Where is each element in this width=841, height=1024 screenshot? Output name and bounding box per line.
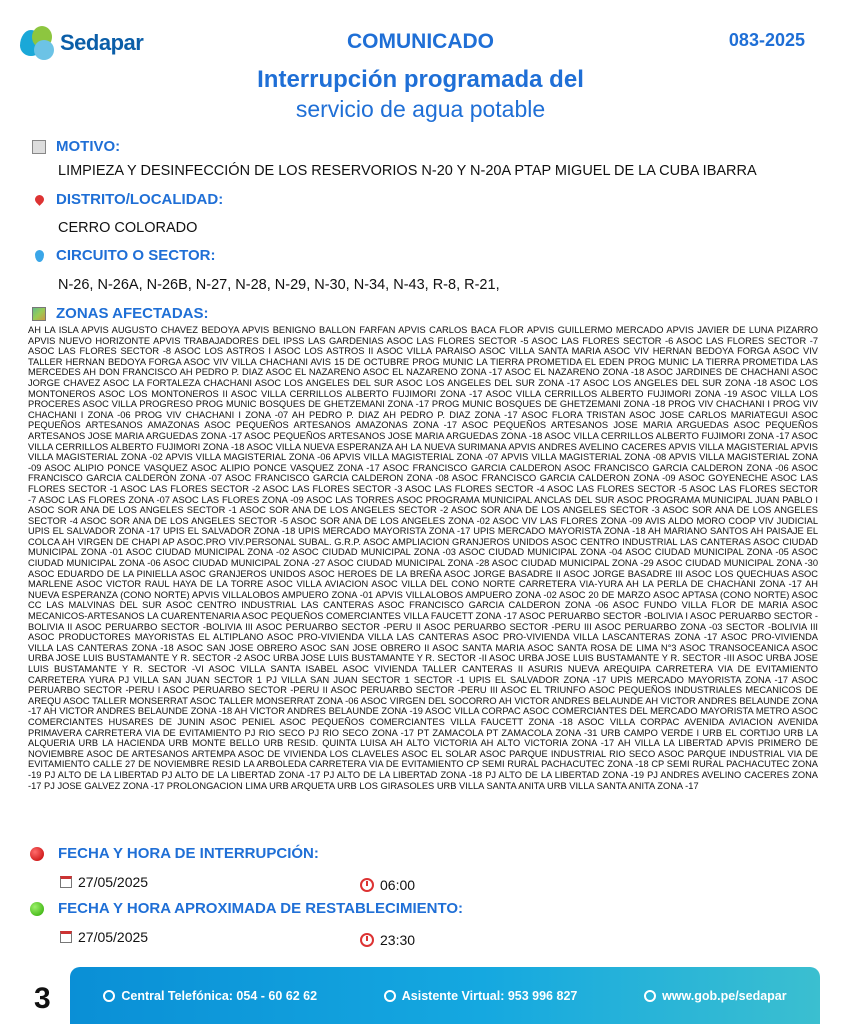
page-number: 3 [34, 982, 51, 1015]
calendar-icon [60, 876, 72, 888]
distrito-label-text: DISTRITO/LOCALIDAD: [56, 191, 224, 208]
restoration-date [60, 929, 148, 945]
page-title: COMUNICADO [347, 30, 494, 53]
green-dot-icon [30, 902, 44, 916]
calendar-icon [60, 931, 72, 943]
zonas-label [32, 305, 209, 322]
circuito-value: N-26, N-26A, N-26B, N-27, N-28, N-29, N-30, N-34, N-43, R-8, R-21, [58, 277, 500, 293]
interruption-time-text: 06:00 [380, 877, 416, 893]
interruption-date [60, 874, 148, 890]
restoration-date-text: 27/05/2025 [78, 929, 149, 945]
footer-phone-text: Central Telefónica: 054 - 60 62 62 [121, 988, 318, 1003]
circuito-label [32, 247, 215, 264]
footer-website[interactable] [644, 989, 787, 1003]
motivo-value: LIMPIEZA Y DESINFECCIÓN DE LOS RESERVORIOS N-20 Y N-20A PTAP MIGUEL DE LA CUBA IBARRA [58, 163, 757, 179]
footer-website-link[interactable]: www.gob.pe/sedapar [662, 988, 787, 1003]
restoration-time [360, 932, 415, 948]
motivo-label [32, 138, 120, 155]
communique-code: 083-2025 [728, 30, 805, 50]
document-icon [32, 140, 46, 154]
water-drop-icon [35, 250, 44, 262]
distrito-label [32, 191, 223, 208]
circuito-label-text: CIRCUITO O SECTOR: [56, 247, 216, 264]
map-icon [32, 307, 46, 321]
restoration-label [30, 900, 463, 917]
whatsapp-icon [384, 990, 396, 1002]
interruption-date-text: 27/05/2025 [78, 874, 149, 890]
footer-bar [70, 967, 820, 1024]
interruption-time [360, 877, 415, 893]
clock-icon [360, 878, 374, 892]
clock-icon [360, 933, 374, 947]
footer-assistant-text: Asistente Virtual: 953 996 827 [401, 988, 578, 1003]
interruption-label [30, 845, 319, 862]
subheadline: servicio de agua potable [295, 96, 546, 122]
location-pin-icon [33, 193, 46, 206]
red-dot-icon [30, 847, 44, 861]
logo-text: Sedapar [60, 30, 144, 55]
restoration-time-text: 23:30 [380, 932, 416, 948]
footer-assistant [384, 989, 578, 1003]
motivo-label-text: MOTIVO: [56, 138, 121, 155]
distrito-value: CERRO COLORADO [58, 220, 198, 236]
restoration-label-text: FECHA Y HORA APROXIMADA DE RESTABLECIMIENTO: [58, 900, 464, 917]
zonas-label-text: ZONAS AFECTADAS: [56, 305, 209, 322]
phone-icon [103, 990, 115, 1002]
headline: Interrupción programada del [257, 66, 584, 93]
interruption-label-text: FECHA Y HORA DE INTERRUPCIÓN: [58, 845, 319, 862]
globe-icon [644, 990, 656, 1002]
footer-phone [103, 989, 317, 1003]
affected-zones-list: AH LA ISLA APVIS AUGUSTO CHAVEZ BEDOYA APVIS BENIGNO BALLON FARFAN APVIS CARLOS BACA FLOR APVIS GUILLERMO MERCADO APVIS JAVIER DE LUNA PIZARRO APVIS NUEVO HORIZONTE APVIS TRABAJADORES DEL IPSS LAS GARDENIAS ASOC LAS FLORES SECTOR -5 ASOC LAS FLORES SECTOR -6 ASOC LAS FLORES SECTOR -7 ASOC LAS FLORES SECTOR -8 ASOC LOS ASTROS I ASOC LOS ASTROS II ASOC VILLA PARAISO ASOC VILLA SANTA MARIA ASOC VIV HERNAN BEDOYA FORGA ASOC VIV TALLER HERNAN BEDOYA FORGA ASOC VIV VILLA CHACHANI AVIS 15 DE OCTUBRE PROG MUNIC LA TIERRA PROMETIDA EL EDEN PROG MUNIC LA TIERRA PROMETIDA LAS MERCEDES AH DON FRANCISCO AH PEDRO P. DIAZ ASOC EL NAZARENO ASOC EL NAZARENO ZONA -17 ASOC EL NAZARENO ZONA -18 ASOC JARDINES DE CHACHANI ASOC JORGE CHAVEZ ASOC LA FORTALEZA CHACHANI ASOC LOS ANGELES DEL SUR ASOC LOS ANGELES DEL SUR ZONA -17 ASOC LOS ANGELES DEL SUR ZONA -18 ASOC LOS MONTONEROS ASOC LOS MONTONEROS II ASOC VILLA CERRILLOS ALBERTO FUJIMORI ZONA -17 ASOC VILLA CERRILLOS ALBERTO FUJIMORI ZONA -19 ASOC VILLA LOS PROCERES ASOC VILLA PROGRESO PROG MUNIC BOSQUES DE GHETZEMANI ZONA -17 PROG MUNIC BOSQUES DE GHETZEMANI ZONA -18 PROG VIV CHACHANI I PROG VIV CHACHANI I ZONA -06 PROG VIV CHACHANI I ZONA -07 AH PEDRO P. DIAZ AH PEDRO P. DIAZ ZONA -17 ASOC FLORA TRISTAN ASOC JOSE CARLOS MARIATEGUI ASOC PEQUEÑOS ARTESANOS AMAZONAS ASOC PEQUEÑOS ARTESANOS AMAZONAS ZONA -17 ASOC PEQUEÑOS ARTESANOS JOSE MARIA ARGUEDAS ASOC PEQUEÑOS ARTESANOS JOSE MARIA ARGUEDAS ZONA -17 ASOC PEQUEÑOS ARTESANOS JOSE MARIA ARGUEDAS ZONA -18 ASOC VILLA CERRILLOS ALBERTO FUJIMORI ZONA -17 ASOC VILLA CERRILLOS ALBERTO FUJIMORI ZONA -18 ASOC VILLA NUEVA ESPERANZA AH LA NUEVA SURIMANA APVIS ANDRES AVELINO CACERES APVIS VILLA MAGISTERIAL APVIS VILLA MAGISTERIAL ZONA -02 APVIS VILLA MAGISTERIAL ZONA -06 APVIS VILLA MAGISTERIAL ZONA -07 APVIS VILLA MAGISTERIAL ZONA -08 APVIS VILLA MAGISTERIAL ZONA -09 ASOC ALIPIO PONCE VASQUEZ ASOC ALIPIO PONCE VASQUEZ ZONA -17 ASOC FRANCISCO GARCIA CALDERON ASOC FRANCISCO GARCIA CALDERON ZONA -06 ASOC FRANCISCO GARCIA CALDERON ZONA -07 ASOC FRANCISCO GARCIA CALDERON ZONA -08 ASOC FRANCISCO GARCIA CALDERON ZONA -09 ASOC GOYENECHE ASOC LAS FLORES SECTOR -1 ASOC LAS FLORES SECTOR -2 ASOC LAS FLORES SECTOR -3 ASOC LAS FLORES SECTOR -4 ASOC LAS FLORES SECTOR -5 ASOC LAS FLORES SECTOR -7 ASOC LAS FLORES ZONA -07 ASOC LAS FLORES ZONA -09 ASOC LAS TORRES ASOC PROGRAMA MUNICIPAL ANCLAS DEL SUR ASOC PROGRAMA MUNICIPAL JUAN PABLO I ASOC SOR ANA DE LOS ANGELES SECTOR -1 ASOC SOR ANA DE LOS ANGELES SECTOR -2 ASOC SOR ANA DE LOS ANGELES SECTOR -3 ASOC SOR ANA DE LOS ANGELES SECTOR -4 ASOC SOR ANA DE LOS ANGELES SECTOR -5 ASOC SOR ANA DE LOS ANGELES ZONA -02 ASOC VIV LAS FLORES ZONA -09 AVIS ALDO MORO COOP VIV JUDICIAL UPIS EL SALVADOR ZONA -17 UPIS EL SALVADOR ZONA -18 UPIS MERCADO MAYORISTA ZONA -17 UPIS MERCADO MAYORISTA ZONA -18 AH MARIANO SANTOS AH PAISAJE EL COLCA AH VIRGEN DE CHAPI AP ASOC.PRO VIV.PERSONAL SUBAL. G.R.P. ASOC AMPLIACION GRANJEROS UNIDOS ASOC CENTRO INDUSTRIAL LAS CANTERAS ASOC CIUDAD MUNICIPAL ZONA -01 ASOC CIUDAD MUNICIPAL ZONA -02 ASOC CIUDAD MUNICIPAL ZONA -03 ASOC CIUDAD MUNICIPAL ZONA -04 ASOC CIUDAD MUNICIPAL ZONA -05 ASOC CIUDAD MUNICIPAL ZONA -06 ASOC CIUDAD MUNICIPAL ZONA -27 ASOC CIUDAD MUNICIPAL ZONA -28 ASOC CIUDAD MUNICIPAL ZONA -29 ASOC CIUDAD MUNICIPAL ZONA -30 ASOC EDUARDO DE LA PINIELLA ASOC GRANJEROS UNIDOS ASOC HEROES DE LA BREÑA ASOC JORGE BASADRE II ASOC JORGE BASADRE III ASOC LOS QUECHUAS ASOC MARLENE ASOC VICTOR RAUL HAYA DE LA TORRE ASOC VILLA AVIACION ASOC VILLA DEL CONO NORTE CARRETERA VIA-YURA AH LA PERLA DE CHACHANI ZONA -17 AH NUEVA ESPERANZA (CONO NORTE) APVIS VILLALOBOS AMPUERO ZONA -01 APVIS VILLALOBOS AMPUERO ZONA -02 ASOC 20 DE MARZO ASOC APTASA (CONO NORTE) ASOC CC LAS MALVINAS DEL SUR ASOC CENTRO INDUSTRIAL LAS CANTERAS ASOC FRANCISCO GARCIA CALDERON ZONA -06 ASOC FUNDO VILLA FLOR DE MARIA ASOC MECANICOS-ARTESANOS LA CUARENTENARIA ASOC PEQUEÑOS COMERCIANTES VILLA FAUCETT ZONA -17 ASOC PERUARBO SECTOR -BOLIVIA I ASOC PERUARBO SECTOR -BOLIVIA II ASOC PERUARBO SECTOR -BOLIVIA III ASOC PERUARBO SECTOR -PERU II ASOC PERUARBO SECTOR -PERU III ASOC PERUARBO ZONA -03 SECTOR -BOLIVIA III ASOC PRODUCTORES MAYORISTAS EL ALTIPLANO ASOC PRO-VIVIENDA VILLA LAS CANTERAS ASOC PRO-VIVIENDA VILLA LASCANTERAS ZONA -17 ASOC PRO-VIVIENDA VILLA LAS CANTERAS ZONA -18 ASOC SAN JOSE OBRERO ASOC SAN JOSE OBRERO II ASOC SANTA MARIA ASOC SANTA ROSA DE LIMA N°3 ASOC TRANSOCEANICA ASOC URBA JOSE LUIS BUSTAMANTE Y R. SECTOR -2 ASOC URBA JOSE LUIS BUSTAMANTE Y R. SECTOR -II ASOC URBA JOSE LUIS BUSTAMANTE Y R. SECTOR -III ASOC URBA JOSE LUIS BUSTAMANTE Y R. SECTOR -VI ASOC VILLA SANTA ISABEL ASOC VIVIENDA TALLER CANTERAS II ASURIS NUEVA AREQUIPA CARRETERA VIA DE EVITAMIENTO CARRETERA YURA PJ VILLA SAN JUAN SECTOR 1 PJ VILLA SAN JUAN SECTOR 1 SECTOR -1 UPIS EL SALVADOR ZONA -17 UPIS MERCADO MAYORISTA ZONA -17 ASOC PERUARBO SECTOR -PERU I ASOC PERUARBO SECTOR -PERU II ASOC PERUARBO SECTOR -PERU III ASOC EL TRIUNFO ASOC PEQUEÑOS INDUSTRIALES MECANICOS DE AREQU ASOC TALLER MONSERRAT ASOC TALLER MONSERRAT ZONA -06 ASOC VIRGEN DEL SOCORRO AH VICTOR ANDRES BELAUNDE AH VICTOR ANDRES BELAUNDE ZONA -17 AH VICTOR ANDRES BELAUNDE ZONA -18 AH VICTOR ANDRES BELAUNDE ZONA -19 ASOC VILLA CORPAC ASOC COMERCIANTES DEL MERCADO MAYORISTA METRO ASOC COMERCIANTES HUSARES DE JUNIN ASOC PENIEL ASOC PEQUEÑOS COMERCIANTES VILLA FAUCETT ZONA -18 ASOC VILLA CORPAC AVENIDA AVIACION AVENIDA PRIMAVERA CARRETERA VIA DE EVITAMIENTO PJ RIO SECO PJ RIO SECO ZONA -17 PT ZAMACOLA PT ZAMACOLA ZONA -31 URB CAMPO VERDE I URB EL CORTIJO URB LA ALQUERIA URB LA HACIENDA URB MONTE BELLO URB RESID. QUINTA LUISA AH ALTO VICTORIA AH ALTO VICTORIA ZONA -17 AH VILLA LA LIBERTAD APVIS PRIMERO DE NOVIEMBRE ASOC DE ARTESANOS ARTEMPA ASOC DE VIVIENDA LOS CLAVELES ASOC EL SOLAR ASOC PARQUE INDUSTRIAL RIO SECO ASOC PARQUE INDUSTRIAL VIA DE EVITAMIENTO CALLE 27 DE NOVIEMBRE RESID LA ARBOLEDA CARRETERA VIA DE EVITAMIENTO CP SEMI RURAL PACHACUTEC ZONA -18 CP SEMI RURAL PACHACUTEC ZONA -19 PJ ALTO DE LA LIBERTAD PJ ALTO DE LA LIBERTAD ZONA -17 PJ ALTO DE LA LIBERTAD ZONA -18 PJ ALTO DE LA LIBERTAD ZONA -19 PJ ANDRES AVELINO CACERES ZONA -17 PJ JOSE GALVEZ ZONA -17 PROLONGACION LIMA URB ARQUETA URB LOS GIRASOLES URB VILLA SANTA ANITA URB VILLA SANTA ANITA ZONA -17 [28, 325, 818, 791]
